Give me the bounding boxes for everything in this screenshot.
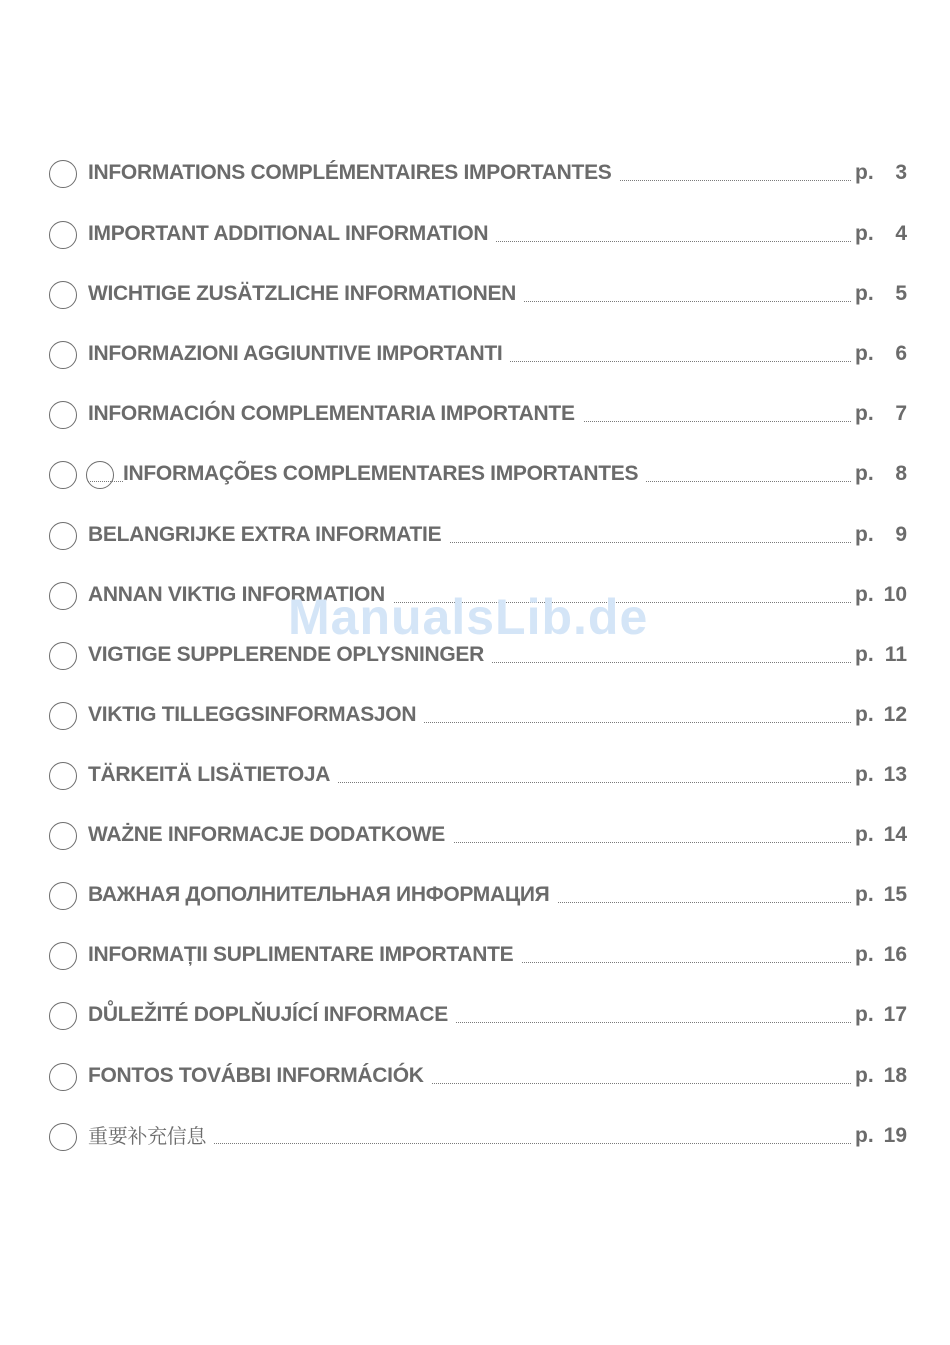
toc-entry-page: p. 7: [855, 402, 907, 425]
toc-entry-de[interactable]: [49, 280, 907, 314]
toc-entry-title: DŮLEŽITÉ DOPLŇUJÍCÍ INFORMACE: [88, 1003, 456, 1027]
language-circle-icon: [49, 642, 77, 670]
toc-entry-title: INFORMAZIONI AGGIUNTIVE IMPORTANTI: [88, 342, 510, 366]
toc-entry-page: p. 5: [855, 282, 907, 305]
toc-entry-page: p. 3: [855, 161, 907, 184]
language-circle-icon: [49, 942, 77, 970]
toc-entry-fi[interactable]: [49, 761, 907, 795]
toc-entry-nl[interactable]: [49, 521, 907, 555]
language-circle-icon: [49, 582, 77, 610]
toc-entry-hu[interactable]: [49, 1062, 907, 1096]
toc-entry-title: IMPORTANT ADDITIONAL INFORMATION: [88, 222, 496, 246]
language-circle-icon: [49, 882, 77, 910]
language-circle-icon: [49, 281, 77, 309]
toc-entry-page: p. 15: [855, 883, 907, 906]
toc-entry-title: ANNAN VIKTIG INFORMATION: [88, 583, 393, 607]
toc-entry-title: VIKTIG TILLEGGSINFORMASJON: [88, 703, 424, 727]
toc-entry-page: p. 4: [855, 222, 907, 245]
toc-entry-page: p. 9: [855, 523, 907, 546]
language-circle-icon: [49, 160, 77, 188]
toc-entry-page: p. 12: [855, 703, 907, 726]
toc-entry-title: FONTOS TOVÁBBI INFORMÁCIÓK: [88, 1064, 432, 1088]
toc-entry-ro[interactable]: [49, 941, 907, 975]
toc-entry-title: WICHTIGE ZUSÄTZLICHE INFORMATIONEN: [88, 282, 524, 306]
toc-entry-title: INFORMAÇÕES COMPLEMENTARES IMPORTANTES: [123, 462, 646, 486]
toc-entry-page: p. 14: [855, 823, 907, 846]
language-circle-icon: [49, 401, 77, 429]
language-circle-icon: [86, 461, 114, 489]
toc-entry-title: TÄRKEITÄ LISÄTIETOJA: [88, 763, 338, 787]
language-circle-icon: [49, 341, 77, 369]
toc-entry-da[interactable]: [49, 641, 907, 675]
language-circle-icon: [49, 461, 77, 489]
toc-entry-pl[interactable]: [49, 821, 907, 855]
toc-entry-page: p. 6: [855, 342, 907, 365]
toc-entry-page: p. 10: [855, 583, 907, 606]
toc-entry-page: p. 19: [855, 1124, 907, 1147]
toc-entry-page: p. 17: [855, 1003, 907, 1026]
toc-entry-no[interactable]: [49, 701, 907, 735]
language-circle-icon: [49, 1123, 77, 1151]
language-circle-icon: [49, 221, 77, 249]
language-circle-icon: [49, 702, 77, 730]
toc-entry-zh[interactable]: [49, 1122, 907, 1156]
toc-entry-page: p. 8: [855, 462, 907, 485]
toc-entry-cs[interactable]: [49, 1001, 907, 1035]
language-circle-icon: [49, 522, 77, 550]
toc-entry-it[interactable]: [49, 340, 907, 374]
toc-entry-en[interactable]: [49, 220, 907, 254]
toc-entry-page: p. 18: [855, 1064, 907, 1087]
watermark: ManualsLib.de: [288, 589, 649, 645]
toc-entry-title: 重要补充信息: [88, 1124, 214, 1148]
toc-entry-title: VIGTIGE SUPPLERENDE OPLYSNINGER: [88, 643, 492, 667]
language-circle-icon: [49, 822, 77, 850]
toc-entry-fr[interactable]: [49, 159, 907, 193]
toc-entry-es[interactable]: [49, 400, 907, 434]
language-circle-icon: [49, 1063, 77, 1091]
toc-entry-title: BELANGRIJKE EXTRA INFORMATIE: [88, 523, 449, 547]
language-circle-icon: [49, 762, 77, 790]
toc-entry-title: INFORMACIÓN COMPLEMENTARIA IMPORTANTE: [88, 402, 583, 426]
toc-entry-pt[interactable]: [49, 460, 907, 494]
toc-entry-title: WAŻNE INFORMACJE DODATKOWE: [88, 823, 453, 847]
toc-entry-page: p. 11: [855, 643, 907, 666]
toc-entry-title: ВАЖНАЯ ДОПОЛНИТЕЛЬНАЯ ИНФОРМАЦИЯ: [88, 883, 557, 907]
toc-entry-page: p. 16: [855, 943, 907, 966]
toc-entry-ru[interactable]: [49, 881, 907, 915]
toc-entry-title: INFORMATIONS COMPLÉMENTAIRES IMPORTANTES: [88, 161, 620, 185]
toc-entry-title: INFORMAȚII SUPLIMENTARE IMPORTANTE: [88, 943, 521, 967]
language-circle-icon: [49, 1002, 77, 1030]
toc-entry-page: p. 13: [855, 763, 907, 786]
